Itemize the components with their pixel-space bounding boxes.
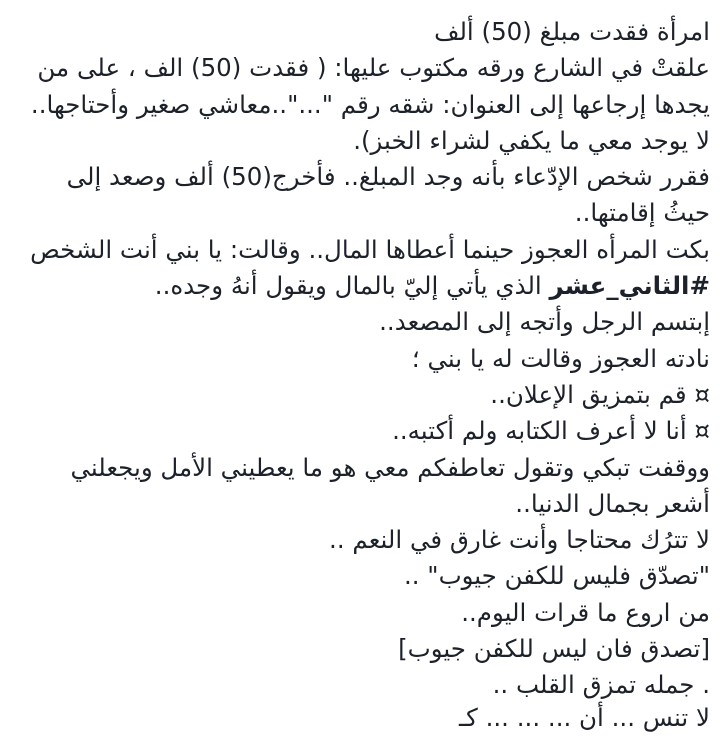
post-line: حيثُ إقامتها.. [574,198,710,228]
post-line: ¤ أنا لا أعرف الكتابه ولم أكتبه.. [392,416,710,446]
post-line: بكت المرأه العجوز حينما أعطاها المال.. وقالت: يا بني أنت الشخص [30,234,710,264]
post-line: إبتسم الرجل وأتجه إلى المصعد.. [379,307,710,337]
post-line: علقتْ في الشارع ورقه مكتوب عليها: ( فقدت (50) الف ، على من [37,53,710,83]
post-line: ووقفت تبكي وتقول تعاطفكم معي هو ما يعطيني الأمل ويجعلني [70,452,710,482]
post-line: امرأة فقدت مبلغ (50) ألف [434,17,710,46]
post-line: فقرر شخص الإدّعاء بأنه وجد المبلغ.. فأخرج(50) ألف وصعد إلى [66,162,710,192]
post-line: "تصدّق فليس للكفن جيوب" .. [403,561,710,591]
post-line: لا يوجد معي ما يكفي لشراء الخبز). [353,125,710,155]
post-line: لا تترُك محتاجا وأنت غارق في النعم .. [329,525,710,555]
post-line: نادته العجوز وقالت له يا بني ؛ [411,343,710,373]
post-line-with-hashtag [10,268,710,304]
post-line: ¤ قم بتمزيق الإعلان.. [490,379,710,409]
post-line: يجدها إرجاعها إلى العنوان: شقه رقم "..."..معاشي صغير وأحتاجها.. [30,89,710,119]
post-line-cut-off: لا تنس ... أن ... ... ... كـ [458,702,710,732]
hashtag-link[interactable]: #الثاني_عشر [549,271,710,301]
post-line-text: الذي يأتي إليّ بالمال ويقول أنهُ وجده.. [154,271,550,301]
post-line: من اروع ما قرات اليوم.. [461,597,710,627]
post-line: أشعر بجمال الدنيا.. [515,488,710,518]
post-line: [تصدق فان ليس للكفن جيوب] [398,634,710,664]
post-line: . جمله تمزق القلب .. [492,670,710,700]
